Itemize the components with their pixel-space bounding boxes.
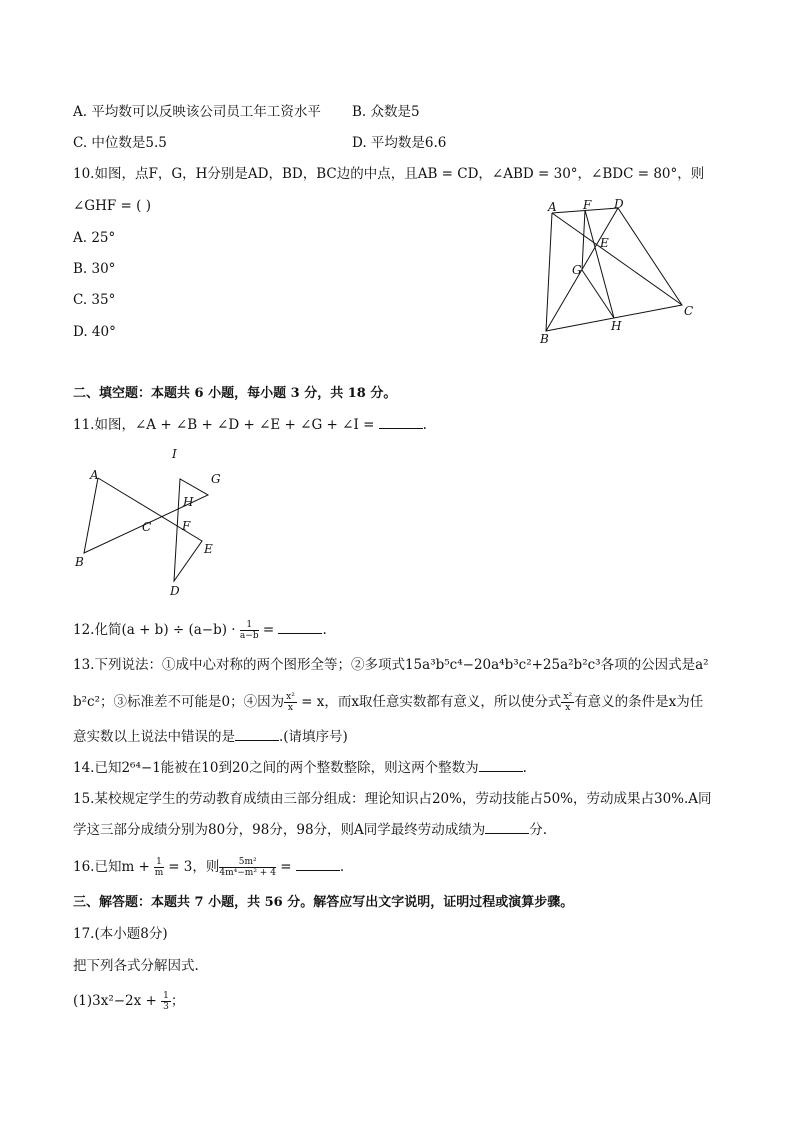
q11-label-c: C bbox=[142, 520, 152, 534]
q10-label-c: C bbox=[684, 304, 694, 318]
q17-part-1 bbox=[73, 991, 184, 1012]
q12-fraction bbox=[240, 620, 259, 641]
q13-fraction-2-den: x bbox=[565, 703, 571, 713]
q10-stem-line2: ∠GHF = ( ) bbox=[73, 198, 151, 214]
q13-line3 bbox=[73, 728, 348, 746]
q11-label-b: B bbox=[75, 555, 84, 569]
q11-label-i: I bbox=[172, 447, 177, 461]
q10-segment-gf bbox=[582, 210, 585, 270]
q14-stem bbox=[73, 759, 527, 777]
q10-option-c: C. 35° bbox=[73, 292, 116, 308]
q12-stem bbox=[73, 620, 327, 641]
q12-answer-blank bbox=[278, 621, 322, 634]
q10-option-a: A. 25° bbox=[73, 230, 116, 246]
q12-fraction-num: 1 bbox=[240, 620, 259, 631]
q12-fraction-den: a−b bbox=[239, 631, 259, 641]
q11-label-e: E bbox=[204, 542, 213, 556]
q11-answer-blank bbox=[379, 416, 423, 429]
q15-line2-part-a: 学这三部分成绩分别为80分，98分，98分，则A同学最终劳动成绩为 bbox=[73, 822, 486, 838]
q16-end: . bbox=[339, 859, 345, 875]
q10-diagonal-ac bbox=[552, 213, 682, 305]
q11-end: . bbox=[422, 417, 427, 433]
q11-label-a: A bbox=[90, 468, 99, 482]
q10-segment-gh bbox=[582, 270, 614, 318]
q14-end: . bbox=[522, 760, 527, 776]
q16-tail: = bbox=[275, 859, 296, 875]
q9-option-a: A. 平均数可以反映该公司员工年工资水平 bbox=[73, 104, 321, 120]
q13-line2-part-a: b²c²；③标准差不可能是0；④因为 bbox=[73, 694, 285, 710]
q17-part-1-fraction-den: 3 bbox=[163, 1002, 169, 1012]
q16-fraction-1-den: m bbox=[154, 868, 164, 878]
section-2-heading: 二、填空题：本题共 6 小题，每小题 3 分，共 18 分。 bbox=[73, 386, 397, 401]
q16-stem bbox=[73, 857, 344, 878]
q15-line2 bbox=[73, 821, 547, 839]
q13-line3-part-a: 意实数以上说法中错误的是 bbox=[73, 729, 235, 745]
q17-title: 17.(本小题8分) bbox=[73, 926, 168, 942]
q13-answer-blank bbox=[235, 728, 279, 741]
q15-line1: 15.某校规定学生的劳动教育成绩由三部分组成：理论知识占20%，劳动技能占50%，劳动成果占30%.A同 bbox=[73, 791, 712, 807]
q10-option-b: B. 30° bbox=[73, 261, 116, 277]
q13-line1: 13.下列说法：①成中心对称的两个图形全等；②多项式15a³b⁵c⁴−20a⁴b³c²+25a²b²c³各项的公因式是a² bbox=[73, 657, 709, 673]
q16-answer-blank bbox=[296, 858, 340, 871]
q13-fraction-1-den: x bbox=[287, 703, 293, 713]
q13-line2-part-c: 有意义的条件是x为任 bbox=[574, 694, 704, 710]
section-3-heading: 三、解答题：本题共 7 小题，共 56 分。解答应写出文字说明，证明过程或演算步骤。 bbox=[73, 895, 574, 910]
q10-option-d: D. 40° bbox=[73, 324, 116, 340]
q12-stem-text: 12.化简(a + b) ÷ (a−b) · bbox=[73, 622, 240, 638]
q10-label-a: A bbox=[548, 200, 557, 214]
q16-fraction-1 bbox=[154, 857, 164, 878]
q13-fraction-2 bbox=[561, 692, 574, 713]
q12-tail: = bbox=[258, 622, 279, 638]
q16-fraction-1-num: 1 bbox=[156, 857, 162, 867]
q13-line2-part-b: = x，而x取任意实数都有意义，所以使分式 bbox=[296, 694, 562, 710]
q17-part-1-end: ； bbox=[170, 993, 185, 1009]
q10-label-d: D bbox=[614, 197, 624, 211]
q11-stem-text: 11.如图，∠A + ∠B + ∠D + ∠E + ∠G + ∠I = bbox=[73, 417, 379, 433]
q10-label-h: H bbox=[611, 319, 622, 333]
q14-answer-blank bbox=[479, 759, 523, 772]
q16-fraction-2-num: 5m² bbox=[219, 857, 276, 868]
q13-fraction-1 bbox=[284, 692, 297, 713]
q9-option-d: D. 平均数是6.6 bbox=[352, 135, 447, 151]
q11-label-d: D bbox=[170, 584, 180, 595]
q10-figure bbox=[530, 195, 710, 350]
q17-part-1-fraction bbox=[161, 991, 171, 1012]
q13-line3-part-b: .(请填序号) bbox=[279, 729, 348, 745]
q17-part-1-fraction-num: 1 bbox=[163, 991, 169, 1001]
q17-part-1-pre: (1)3x²−2x + bbox=[73, 993, 162, 1009]
q9-option-c: C. 中位数是5.5 bbox=[73, 135, 167, 151]
q10-label-g: G bbox=[572, 263, 582, 277]
q13-fraction-1-num: x² bbox=[286, 692, 295, 702]
q10-segment-fh bbox=[585, 210, 614, 318]
q11-label-h: H bbox=[183, 495, 194, 509]
q15-line2-part-b: 分. bbox=[529, 822, 548, 838]
q9-option-b: B. 众数是5 bbox=[352, 104, 420, 120]
q14-stem-text: 14.已知2⁶⁴−1能被在10到20之间的两个整数整除，则这两个整数为 bbox=[73, 760, 479, 776]
q16-pre: 16.已知m + bbox=[73, 859, 155, 875]
q11-stem bbox=[73, 416, 427, 434]
q13-line2 bbox=[73, 692, 703, 713]
q12-end: . bbox=[322, 622, 327, 638]
q10-stem-line1: 10.如图，点F，G，H分别是AD，BD，BC边的中点，且AB = CD，∠ABD = 30°，∠BDC = 80°，则 bbox=[73, 166, 705, 182]
q11-figure bbox=[70, 445, 230, 595]
q11-label-g: G bbox=[211, 472, 221, 486]
q15-answer-blank bbox=[485, 821, 529, 834]
q16-mid: = 3，则 bbox=[163, 859, 220, 875]
q17-instruction: 把下列各式分解因式. bbox=[73, 958, 199, 974]
q11-label-f: F bbox=[182, 519, 191, 533]
q10-label-f: F bbox=[583, 198, 592, 212]
q10-label-e: E bbox=[600, 236, 609, 250]
q10-quad-outline bbox=[546, 208, 682, 331]
q13-fraction-2-num: x² bbox=[563, 692, 573, 702]
q16-fraction-2-den: 4m⁴−m² + 4 bbox=[219, 868, 276, 878]
q16-fraction-2 bbox=[219, 857, 276, 878]
q10-label-b: B bbox=[540, 332, 549, 346]
